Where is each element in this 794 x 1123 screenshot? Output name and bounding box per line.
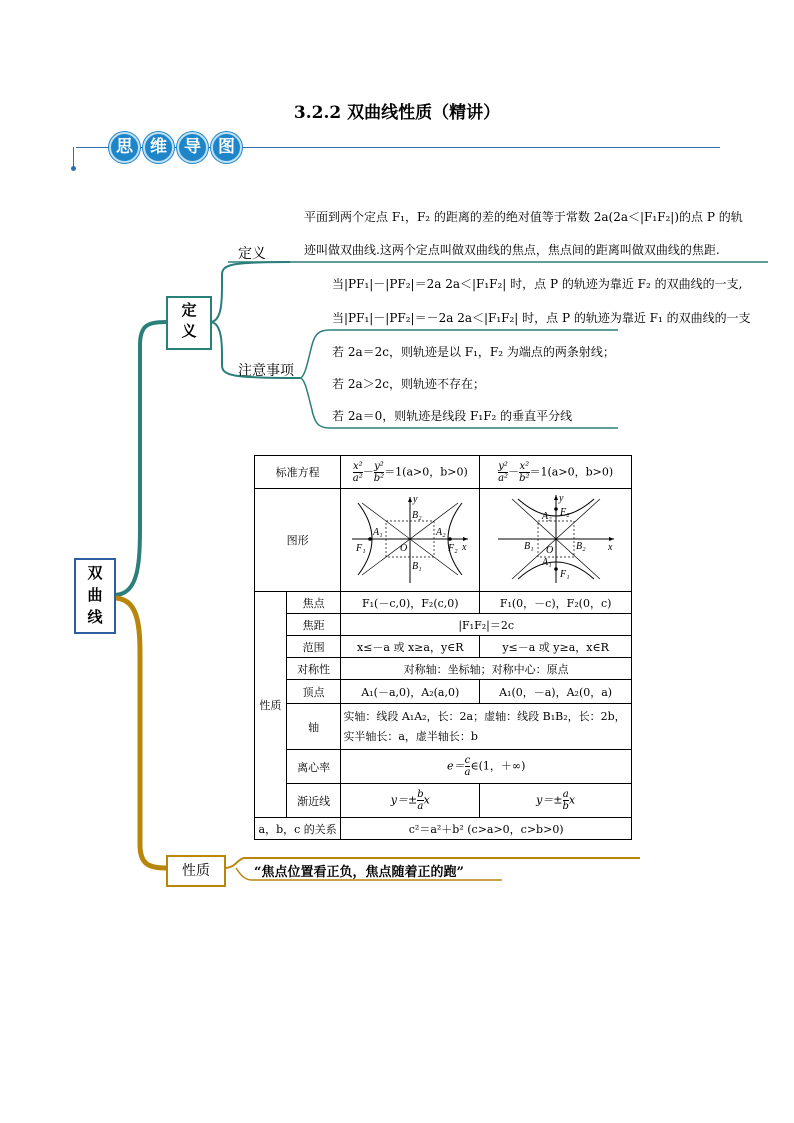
svg-text:y: y bbox=[413, 493, 418, 505]
asymptote-x-value: y＝± $\frac{b}{a}$ x bbox=[341, 784, 480, 818]
eq2-rest: ＝1(a>0，b>0) bbox=[529, 465, 614, 478]
asymptote-x-frac: $\frac{b}{a}$ bbox=[417, 789, 424, 812]
eccentricity-frac: $\frac{c}{a}$ bbox=[464, 755, 471, 778]
asymptote-y-value: y＝± $\frac{a}{b}$ x bbox=[480, 784, 632, 818]
props-label: 性质 bbox=[255, 592, 287, 818]
symmetry-value: 对称轴：坐标轴；对称中心：原点 bbox=[341, 658, 632, 680]
banner-char-1: 思 bbox=[109, 132, 140, 163]
focus-label: 焦点 bbox=[286, 592, 341, 614]
definition-text-line-2: 迹叫做双曲线.这两个定点叫做双曲线的焦点，焦点间的距离叫做双曲线的焦距. bbox=[304, 243, 720, 257]
svg-text:B₁: B₁ bbox=[412, 560, 422, 572]
svg-text:A₂: A₂ bbox=[436, 526, 446, 538]
page-title: 3.2.2 双曲线性质（精讲） bbox=[293, 103, 501, 123]
range-x-value: x≤－a 或 x≥a，y∈R bbox=[341, 636, 480, 658]
focus-x-value: F₁(－c,0)，F₂(c,0) bbox=[341, 592, 480, 614]
properties-node: 性质 bbox=[166, 855, 226, 887]
axis-value-line-2: 实半轴长：a，虚半轴长：b bbox=[343, 729, 478, 743]
svg-text:B₂: B₂ bbox=[575, 540, 586, 552]
root-char-1: 双 bbox=[87, 564, 103, 582]
vertex-label: 顶点 bbox=[286, 680, 341, 704]
eq1-frac-1: $\frac{\text{x²}}{\text{a²}}$ bbox=[352, 460, 363, 484]
eq2-frac-2: $\frac{\text{x²}}{\text{b²}}$ bbox=[519, 460, 530, 484]
axis-value-line-1: 实轴：线段 A₁A₂，长：2a；虚轴：线段 B₁B₂，长：2b， bbox=[343, 709, 626, 723]
note-item: 当|PF₁|－|PF₂|＝－2a 2a＜|F₁F₂| 时，点 P 的轨迹为靠近 F₁ 的双曲线的一支 bbox=[332, 311, 751, 325]
svg-text:B₂: B₂ bbox=[412, 509, 422, 521]
std-eq-x-axis: $\frac{\text{x²}}{\text{a²}}$ － $\frac{\text{y²}}{\text{b²}}$ ＝1(a>0，b>0) bbox=[341, 456, 480, 489]
asymptote-label: 渐近线 bbox=[286, 784, 341, 818]
svg-text:O: O bbox=[400, 542, 408, 554]
note-item: 若 2a＞2c，则轨迹不存在； bbox=[332, 377, 485, 391]
graph-x-axis-cell bbox=[341, 489, 480, 592]
svg-text:F₁: F₁ bbox=[559, 568, 570, 580]
hyperbola-graph-x bbox=[348, 493, 472, 585]
root-node-hyperbola bbox=[74, 558, 116, 634]
vertex-x-value: A₁(－a,0)，A₂(a,0) bbox=[341, 680, 480, 704]
root-char-2: 曲 bbox=[87, 586, 103, 604]
definition-node-char-2: 义 bbox=[181, 322, 197, 340]
axis-label: 轴 bbox=[286, 704, 341, 750]
note-item: 若 2a＝2c，则轨迹是以 F₁，F₂ 为端点的两条射线； bbox=[332, 345, 615, 359]
eccentricity-label: 离心率 bbox=[286, 750, 341, 784]
definition-label: 定义 bbox=[238, 246, 266, 262]
definition-node bbox=[166, 296, 212, 350]
definition-text-line-1: 平面到两个定点 F₁，F₂ 的距离的差的绝对值等于常数 2a(2a＜|F₁F₂|)的点 P 的轨 bbox=[304, 210, 743, 224]
notes-label: 注意事项 bbox=[238, 363, 294, 379]
svg-text:F₁: F₁ bbox=[356, 542, 366, 554]
vertex-y-value: A₁(0，－a)，A₂(0，a) bbox=[480, 680, 632, 704]
svg-text:x: x bbox=[607, 541, 613, 553]
banner-char-2: 维 bbox=[143, 132, 174, 163]
svg-text:B₁: B₁ bbox=[523, 540, 534, 552]
focus-y-value: F₁(0，－c)，F₂(0，c) bbox=[480, 592, 632, 614]
svg-text:y: y bbox=[558, 492, 564, 504]
svg-text:F₂: F₂ bbox=[448, 542, 458, 554]
svg-text:O: O bbox=[545, 544, 553, 556]
symmetry-label: 对称性 bbox=[286, 658, 341, 680]
relation-label: a，b，c 的关系 bbox=[255, 818, 341, 840]
svg-text:F₂: F₂ bbox=[559, 506, 570, 518]
svg-text:A₁: A₁ bbox=[373, 526, 383, 538]
std-eq-y-axis: $\frac{\text{y²}}{\text{a²}}$ － $\frac{\text{x²}}{\text{b²}}$ ＝1(a>0，b>0) bbox=[480, 456, 632, 489]
eq1-frac-2: $\frac{\text{y²}}{\text{b²}}$ bbox=[373, 460, 385, 484]
relation-value: c²＝a²＋b² (c>a>0，c>b>0) bbox=[341, 818, 632, 840]
note-item: 若 2a＝0，则轨迹是线段 F₁F₂ 的垂直平分线 bbox=[332, 409, 573, 423]
svg-text:x: x bbox=[462, 541, 467, 553]
std-eq-label: 标准方程 bbox=[255, 456, 341, 489]
eq2-frac-1: $\frac{\text{y²}}{\text{a²}}$ bbox=[498, 460, 509, 484]
graph-y-axis-cell bbox=[480, 489, 632, 592]
focal-label: 焦距 bbox=[286, 614, 341, 636]
range-label: 范围 bbox=[286, 636, 341, 658]
graph-label: 图形 bbox=[255, 489, 341, 592]
properties-table bbox=[254, 455, 632, 840]
focal-value: |F₁F₂|＝2c bbox=[341, 614, 632, 636]
svg-text:A₁: A₁ bbox=[541, 556, 552, 568]
definition-node-char-1: 定 bbox=[181, 301, 197, 319]
banner-char-3: 导 bbox=[177, 132, 208, 163]
svg-text:A₂: A₂ bbox=[541, 510, 552, 522]
axis-value bbox=[341, 704, 632, 750]
hyperbola-graph-y bbox=[494, 493, 618, 585]
mnemonic-quote: “焦点位置看正负，焦点随着正的跑” bbox=[254, 865, 464, 880]
banner-char-4: 图 bbox=[211, 132, 242, 163]
eccentricity-value: e＝ $\frac{c}{a}$ ∈(1，＋∞) bbox=[341, 750, 632, 784]
range-y-value: y≤－a 或 y≥a，x∈R bbox=[480, 636, 632, 658]
eq1-rest: ＝1(a>0，b>0) bbox=[384, 465, 468, 478]
root-char-3: 线 bbox=[87, 608, 103, 626]
asymptote-y-frac: $\frac{a}{b}$ bbox=[562, 789, 569, 812]
note-item: 当|PF₁|－|PF₂|＝2a 2a＜|F₁F₂| 时，点 P 的轨迹为靠近 F₂ 的双曲线的一支, bbox=[332, 277, 743, 291]
